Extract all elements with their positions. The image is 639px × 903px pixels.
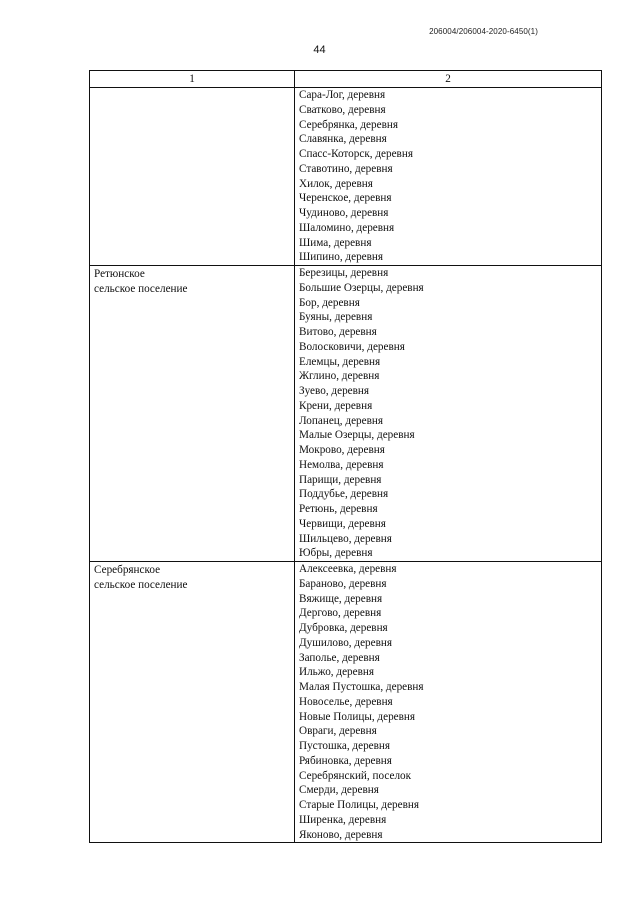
- locality-item: Серебрянка, деревня: [299, 118, 398, 131]
- locality-item: Бараново, деревня: [299, 577, 387, 590]
- locality-item: Ретюнь, деревня: [299, 503, 378, 515]
- locality-item: Черенское, деревня: [299, 192, 392, 205]
- page-number: 44: [313, 44, 326, 56]
- locality-item: Дубровка, деревня: [299, 622, 388, 634]
- locality-item: Сватково, деревня: [299, 103, 386, 116]
- table-row: [90, 562, 602, 843]
- locality-item: Новые Полицы, деревня: [299, 710, 416, 723]
- locality-item: Новоселье, деревня: [299, 695, 393, 708]
- locality-item: Яконово, деревня: [299, 828, 383, 841]
- locality-item: Малые Озерцы, деревня: [299, 429, 415, 442]
- locality-item: Смерди, деревня: [299, 784, 379, 797]
- locality-item: Парищи, деревня: [299, 473, 382, 486]
- locality-item: Жглино, деревня: [299, 370, 380, 383]
- locality-item: Дергово, деревня: [299, 607, 382, 620]
- locality-item: Бор, деревня: [299, 296, 360, 309]
- settlements-table: [89, 70, 602, 843]
- locality-item: Чудиново, деревня: [299, 207, 389, 219]
- locality-item: Поддубье, деревня: [299, 488, 389, 501]
- locality-item: Малая Пустошка, деревня: [299, 681, 424, 693]
- locality-item: Шима, деревня: [299, 236, 372, 249]
- locality-item: Елемцы, деревня: [299, 355, 381, 368]
- locality-item: Заполье, деревня: [299, 651, 380, 664]
- settlement-name-line: сельское поселение: [94, 282, 188, 295]
- locality-item: Пустошка, деревня: [299, 740, 391, 752]
- locality-item: Крени, деревня: [299, 399, 373, 412]
- document-id: 206004/206004-2020-6450(1): [429, 27, 538, 36]
- settlement-name-line: Ретюнское: [94, 268, 145, 280]
- locality-item: Мокрово, деревня: [299, 444, 385, 456]
- locality-item: Хилок, деревня: [299, 177, 373, 190]
- locality-item: Шаломино, деревня: [299, 221, 395, 234]
- locality-item: Славянка, деревня: [299, 133, 387, 146]
- localities-cell: [295, 266, 602, 562]
- locality-item: Большие Озерцы, деревня: [299, 281, 424, 294]
- locality-item: Спасс-Которск, деревня: [299, 148, 413, 160]
- locality-item: Старые Полицы, деревня: [299, 799, 420, 811]
- table-header-row: [90, 71, 602, 88]
- locality-item: Вяжище, деревня: [299, 592, 383, 605]
- locality-item: Ставотино, деревня: [299, 162, 393, 175]
- locality-item: Душилово, деревня: [299, 636, 393, 649]
- locality-item: Витово, деревня: [299, 326, 377, 338]
- locality-item: Березицы, деревня: [299, 267, 389, 279]
- locality-item: Лопанец, деревня: [299, 414, 384, 427]
- locality-item: Сара-Лог, деревня: [299, 89, 386, 101]
- table-row: [90, 266, 602, 562]
- locality-item: Алексеевка, деревня: [299, 563, 397, 575]
- locality-item: Ширенка, деревня: [299, 813, 387, 826]
- locality-item: Шипино, деревня: [299, 251, 384, 264]
- locality-item: Рябиновка, деревня: [299, 754, 392, 767]
- settlement-name-cell: [90, 88, 295, 266]
- locality-item: Шильцево, деревня: [299, 532, 392, 545]
- locality-item: Серебрянский, поселок: [299, 769, 412, 782]
- settlement-name-line: Серебрянское: [94, 564, 161, 576]
- locality-item: Волосковичи, деревня: [299, 340, 405, 353]
- column-header-2: 2: [295, 71, 602, 88]
- locality-item: Ильжо, деревня: [299, 666, 375, 679]
- column-header-1: 1: [90, 71, 295, 88]
- locality-item: Зуево, деревня: [299, 385, 370, 397]
- settlement-name-cell: [90, 562, 295, 843]
- locality-item: Червищи, деревня: [299, 517, 386, 530]
- locality-item: Юбры, деревня: [299, 547, 373, 560]
- locality-item: Буяны, деревня: [299, 311, 373, 324]
- settlement-name-line: сельское поселение: [94, 578, 188, 591]
- table-body: [90, 88, 602, 843]
- settlement-name-cell: [90, 266, 295, 562]
- localities-cell: [295, 562, 602, 843]
- locality-item: Овраги, деревня: [299, 725, 377, 738]
- localities-cell: [295, 88, 602, 266]
- table-row: [90, 88, 602, 266]
- locality-item: Немолва, деревня: [299, 458, 384, 471]
